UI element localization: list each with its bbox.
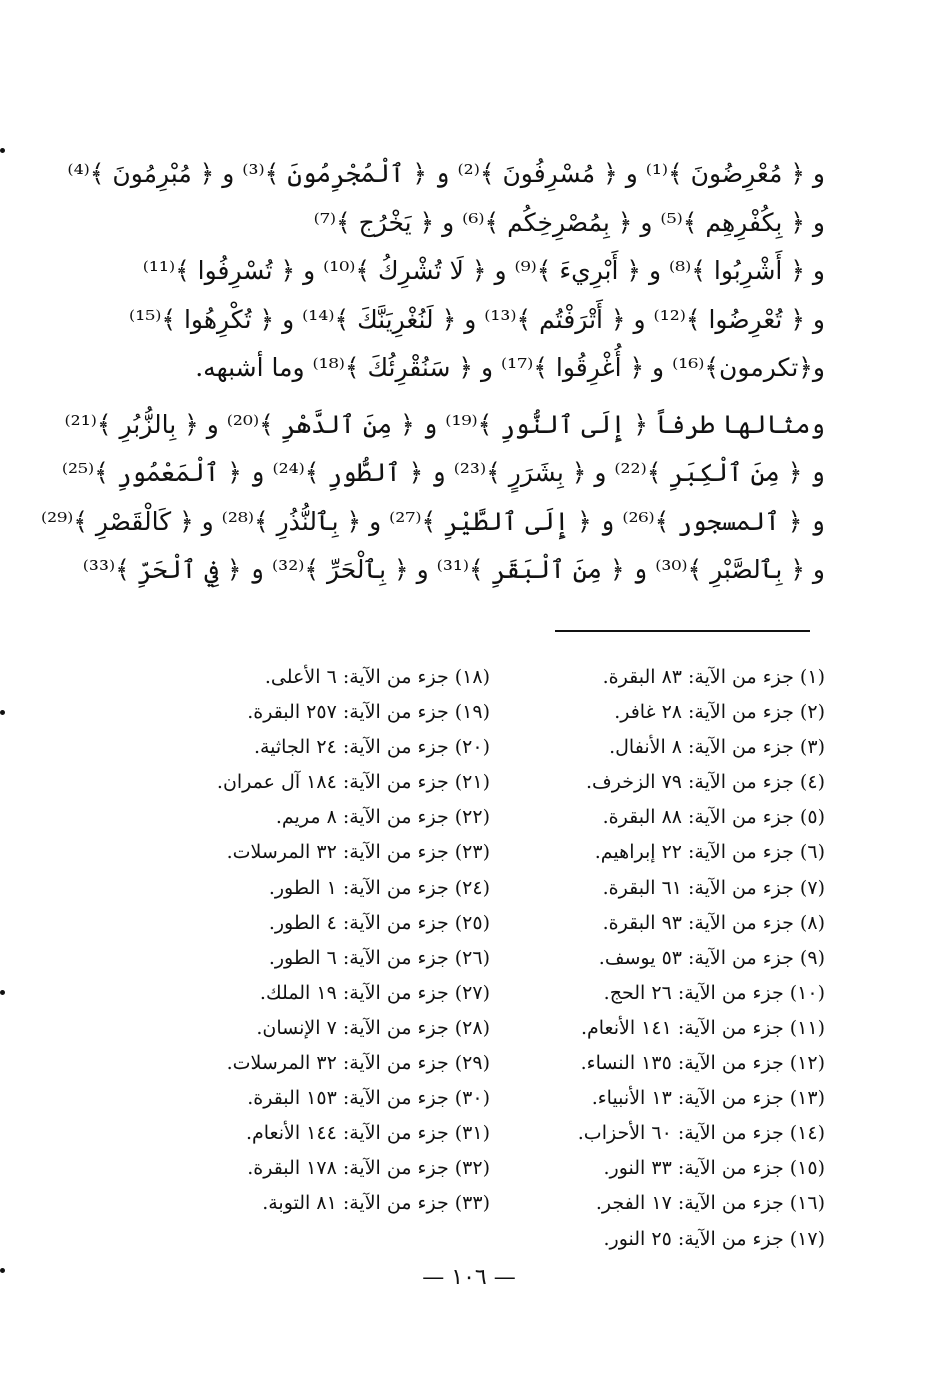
footnote: (٣١) جزء من الآية: ١٤٤ الأنعام. [245,1122,490,1145]
footnote: (٢٠) جزء من الآية: ٢٤ الجاثية. [253,736,490,759]
main-text [40,150,825,595]
footnote-separator [555,630,810,632]
footnote: (٢٥) جزء من الآية: ٤ الطور. [268,911,490,934]
scan-mark [0,710,5,715]
text-line: ومثالها طرفاً ﴿ إِلَى ٱلنُّورِ ﴾⁽¹⁹⁾ و ﴿ مِنَ ٱلدَّهْرِ ﴾⁽²⁰⁾ و ﴿ بِالزُّبُرِ ﴾⁽²¹⁾ [64,409,825,439]
footnote: (١٩) جزء من الآية: ٢٥٧ البقرة. [247,701,490,724]
footnote: (١٤) جزء من الآية: ٦٠ الأحزاب. [577,1122,825,1145]
footnote: (١) جزء من الآية: ٨٣ البقرة. [602,666,825,688]
scan-mark [0,148,5,153]
footnote: (٣) جزء من الآية: ٨ الأنفال. [609,736,825,759]
text-line: و ﴿ أَشْرِبُوا ﴾⁽⁸⁾ و ﴿ أَبْرِيءَ ﴾⁽⁹⁾ و ﴿ لَا تُشْرِكُ ﴾⁽¹⁰⁾ و ﴿ تُسْرِفُوا ﴾⁽¹¹⁾ [142,256,825,285]
footnote: (٢٢) جزء من الآية: ٨ مريم. [275,806,490,829]
text-line: و ﴿ تُعْرِضُوا ﴾⁽¹²⁾ و ﴿ أَتْرَفْتُم ﴾⁽¹³⁾ و ﴿ لَنُغْرِيَنَّكَ ﴾⁽¹⁴⁾ و ﴿ تُكْرِهُوا ﴾⁽¹⁵⁾ [129,304,825,334]
footnote: (٤) جزء من الآية: ٧٩ الزخرف. [586,771,825,794]
footnote: (٣٢) جزء من الآية: ١٧٨ البقرة. [247,1157,490,1180]
footnote: (١٨) جزء من الآية: ٦ الأعلى. [264,666,490,688]
footnote: (٢٩) جزء من الآية: ٣٢ المرسلات. [226,1052,490,1075]
footnote: (٢١) جزء من الآية: ١٨٤ آل عمران. [216,771,490,794]
page-number: — ١٠٦ — [422,1265,516,1290]
footnote: (٢٤) جزء من الآية: ١ الطور. [268,876,490,899]
text-line: و ﴿ مِنَ ٱلْكِبَرِ ﴾⁽²²⁾ و ﴿ بِشَرَرٍ ﴾⁽²³⁾ و ﴿ ٱلطُّورِ ﴾⁽²⁴⁾ و ﴿ ٱلْمَعْمُورِ ﴾⁽²⁵⁾ [61,458,825,487]
text-line: و﴿تكرمون﴾⁽¹⁶⁾ و ﴿ أُغْرِقُوا ﴾⁽¹⁷⁾ و ﴿ سَنُقْرِئُكَ ﴾⁽¹⁸⁾ وما أشبهه. [195,353,825,382]
footnote: (١٧) جزء من الآية: ٢٥ النور. [603,1227,825,1250]
footnote: (٩) جزء من الآية: ٥٣ يوسف. [598,946,825,969]
footnote: (١٠) جزء من الآية: ٢٦ الحج. [603,981,825,1004]
scan-mark [0,1268,5,1273]
footnote: (١١) جزء من الآية: ١٤١ الأنعام. [580,1016,825,1039]
text-line: و ﴿ ٱلمسجور ﴾⁽²⁶⁾ و ﴿ إِلَى ٱلطَّيْرِ ﴾⁽²⁷⁾ و ﴿ بِٱلنُّذُرِ ﴾⁽²⁸⁾ و ﴿ كَالْقَصْرِ ﴾⁽²⁹⁾ [40,506,825,536]
footnote: (٥) جزء من الآية: ٨٨ البقرة. [602,806,825,829]
text-line: و ﴿ مُعْرِضُونَ ﴾⁽¹⁾ و ﴿ مُسْرِفُونَ ﴾⁽²⁾ و ﴿ ٱلْمُجْرِمُونَ ﴾⁽³⁾ و ﴿ مُبْرِمُونَ ﴾⁽⁴⁾ [67,159,825,188]
footnote: (١٣) جزء من الآية: ١٣ الأنبياء. [591,1087,825,1110]
footnote: (٢٨) جزء من الآية: ٧ الإنسان. [256,1016,490,1039]
footnote: (٢) جزء من الآية: ٢٨ غافر. [614,701,825,724]
footnote: (١٥) جزء من الآية: ٣٣ النور. [603,1157,825,1180]
footnotes-right-column [520,660,825,1257]
footnote: (٦) جزء من الآية: ٢٢ إبراهيم. [594,841,825,864]
footnote: (٢٣) جزء من الآية: ٣٢ المرسلات. [226,841,490,864]
footnote: (٣٣) جزء من الآية: ٨١ التوبة. [262,1192,490,1215]
text-line: و ﴿ بِٱلصَّبْرِ ﴾⁽³⁰⁾ و ﴿ مِنَ ٱلْبَقَرِ ﴾⁽³¹⁾ و ﴿ بِٱلْحَرِّ ﴾⁽³²⁾ و ﴿ فِي ٱلْحَرِّ ﴾⁽³³⁾ [82,555,825,584]
footnote: (٧) جزء من الآية: ٦١ البقرة. [602,876,825,899]
text-line: و ﴿ بِكُفْرِهِم ﴾⁽⁵⁾ و ﴿ بِمُصْرِخِكُم ﴾⁽⁶⁾ و ﴿ يَخْرُج ﴾⁽⁷⁾ [313,207,825,237]
footnote: (١٦) جزء من الآية: ١٧ الفجر. [595,1192,825,1215]
footnote: (١٢) جزء من الآية: ١٣٥ النساء. [580,1052,825,1075]
footnote: (٢٦) جزء من الآية: ٦ الطور. [268,946,490,969]
scan-mark [0,990,5,995]
footnote: (٣٠) جزء من الآية: ١٥٣ البقرة. [247,1087,490,1110]
footnote: (٢٧) جزء من الآية: ١٩ الملك. [259,981,490,1004]
footnote: (٨) جزء من الآية: ٩٣ البقرة. [602,911,825,934]
paragraph-gap [125,393,825,401]
footnotes-left-column [150,660,490,1222]
